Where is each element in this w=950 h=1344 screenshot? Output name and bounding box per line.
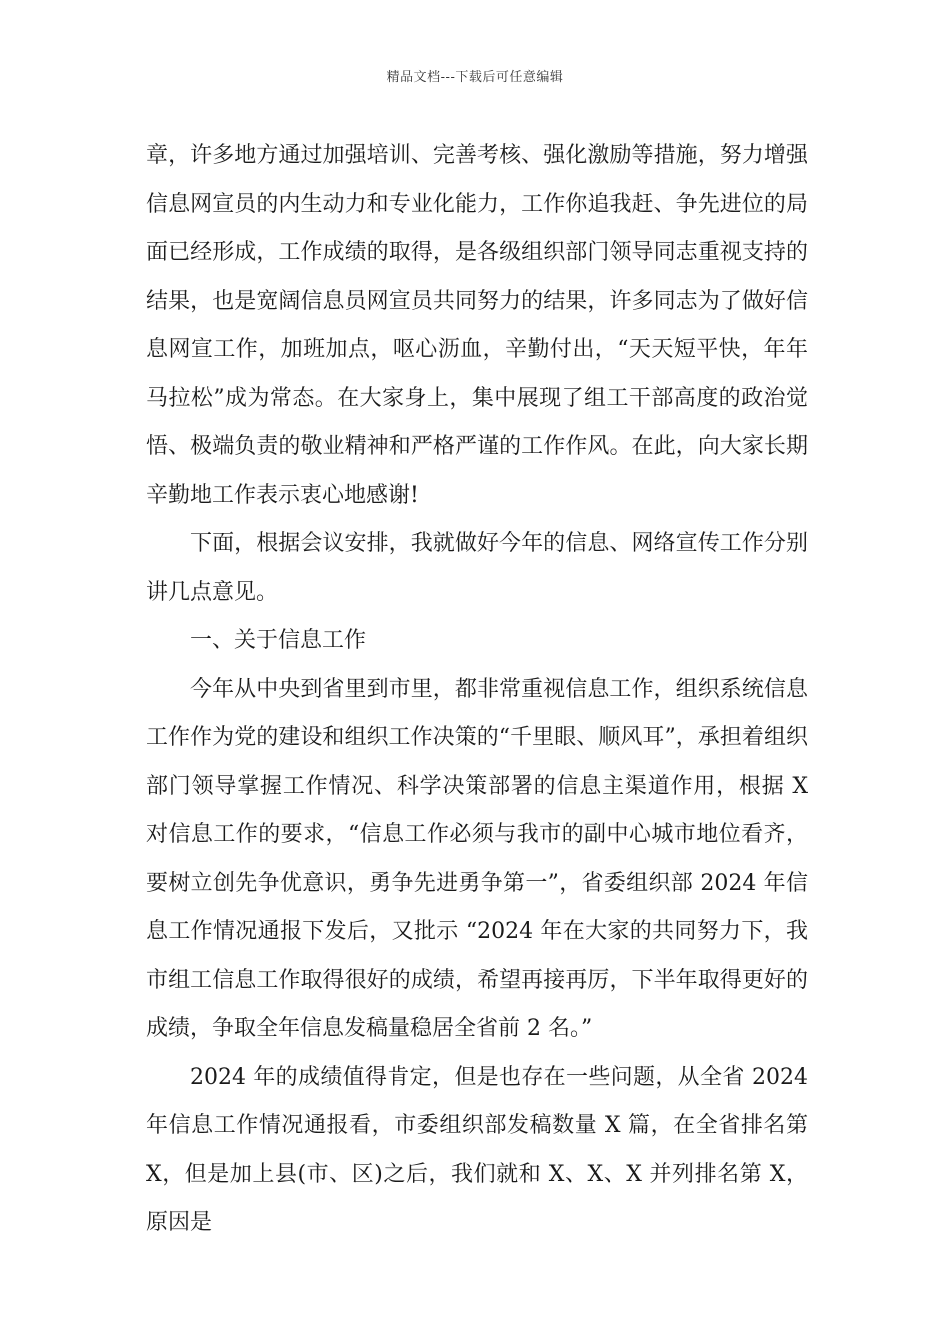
paragraph-intro: 下面，根据会议安排，我就做好今年的信息、网络宣传工作分别讲几点意见。 <box>146 531 808 605</box>
paragraph-info-work: 今年从中央到省里到市里，都非常重视信息工作，组织系统信息工作作为党的建设和组织工作决策的“千里眼、顺风耳”，承担着组织部门领导掌握工作情况、科学决策部署的信息主渠道作用，根据 X 对信息工作的要求，“信息工作必须与我市的副中心城市地位看齐，要树立创先争优意识，勇争先进勇争第一”，省委组织部 2024 年信息工作情况通报下发后，又批示 “2024 年在大家的共同努力下，我市组工信息工作取得很好的成绩，希望再接再厉，下半年取得更好的成绩，争取全年信息发稿量稳居全省前 2 名。” <box>146 676 808 1041</box>
section-heading-info-work: 一、关于信息工作 <box>190 628 367 653</box>
paragraph-thanks: 章，许多地方通过加强培训、完善考核、强化激励等措施，努力增强信息网宣员的内生动力和专业化能力，工作你追我赶、争先进位的局面已经形成，工作成绩的取得，是各级组织部门领导同志重视支持的结果，也是宽阔信息员网宣员共同努力的结果，许多同志为了做好信息网宣工作，加班加点，呕心沥血，辛勤付出，“天天短平快，年年马拉松”成为常态。在大家身上，集中展现了组工干部高度的政治觉悟、极端负责的敬业精神和严格严谨的工作作风。在此，向大家长期辛勤地工作表示衷心地感谢! <box>146 143 808 508</box>
page-header: 精品文档---下载后可任意编辑 <box>386 70 564 85</box>
paragraph-results: 2024 年的成绩值得肯定，但是也存在一些问题，从全省 2024 年信息工作情况通报看，市委组织部发稿数量 X 篇，在全省排名第 X，但是加上县(市、区)之后，我们就和 X、X、X 并列排名第 X，原因是 <box>146 1064 808 1235</box>
document-body <box>146 132 808 1248</box>
